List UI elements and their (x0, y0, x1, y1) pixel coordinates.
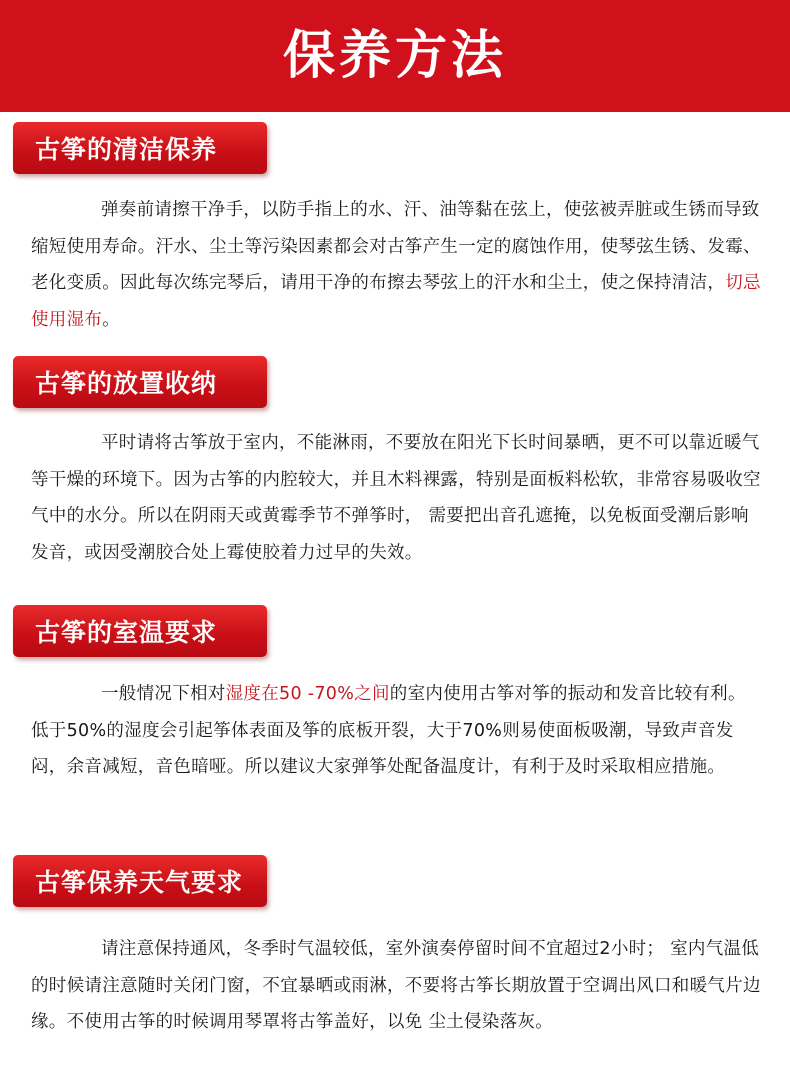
page-title: 保养方法 (282, 26, 507, 86)
paragraph-text: 弹奏前请擦干净手，以防手指上的水、汗、油等黏在弦上，使弦被弄脏或生锈而导致缩短使用寿命。汗水、尘土等污染因素都会对古筝产生一定的腐蚀作用，使琴弦生锈、发霉、老化变质。因此每次练完琴后，请用干净的布擦去琴弦上的汗水和尘土，使之保持清洁， (31, 200, 761, 293)
section-heading-storage (13, 356, 267, 408)
section-heading-label: 古筝的室温要求 (35, 618, 218, 647)
highlight-humidity-range: 湿度在50 -70%之间 (225, 684, 390, 704)
paragraph-text: 一般情况下相对 (101, 684, 226, 704)
paragraph-text-end: 的室内使用古筝对筝的振动和发音比较有利。低于50%的湿度会引起筝体表面及筝的底板开裂，大于70%则易使面板吸潮，导致声音发闷，余音减短，音色暗哑。所以建议大家弹筝处配备温度计，有利于及时采取相应措施。 (31, 684, 746, 777)
paragraph-text: 请注意保持通风，冬季时气温较低，室外演奏停留时间不宜超过2小时； 室内气温低的时候请注意随时关闭门窗，不宜暴晒或雨淋，不要将古筝长期放置于空调出风口和暖气片边缘。不使用古筝的时候调用琴罩将古筝盖好，以免 尘土侵染落灰。 (31, 939, 761, 1032)
section-heading-label: 古筝的放置收纳 (35, 369, 218, 398)
section-heading-label: 古筝保养天气要求 (35, 868, 244, 897)
section-paragraph-storage (31, 425, 761, 571)
highlight-warning-text: 切忌使用湿布 (31, 273, 761, 330)
section-heading-label: 古筝的清洁保养 (35, 135, 218, 164)
section-paragraph-weather (31, 931, 761, 1041)
section-heading-weather (13, 855, 267, 907)
top-banner (0, 0, 790, 112)
section-paragraph-humidity (31, 676, 761, 786)
section-heading-cleaning (13, 122, 267, 174)
section-heading-humidity (13, 605, 267, 657)
paragraph-text: 平时请将古筝放于室内，不能淋雨，不要放在阳光下长时间暴晒，更不可以靠近暖气等干燥的环境下。因为古筝的内腔较大，并且木料裸露，特别是面板料松软，非常容易吸收空气中的水分。所以在阴雨天或黄霉季节不弹筝时， 需要把出音孔遮掩，以免板面受潮后影响发音，或因受潮胶合处上霉使胶着力过早的失效。 (31, 433, 761, 563)
section-paragraph-cleaning (31, 192, 761, 338)
paragraph-text-end: 。 (102, 309, 121, 330)
